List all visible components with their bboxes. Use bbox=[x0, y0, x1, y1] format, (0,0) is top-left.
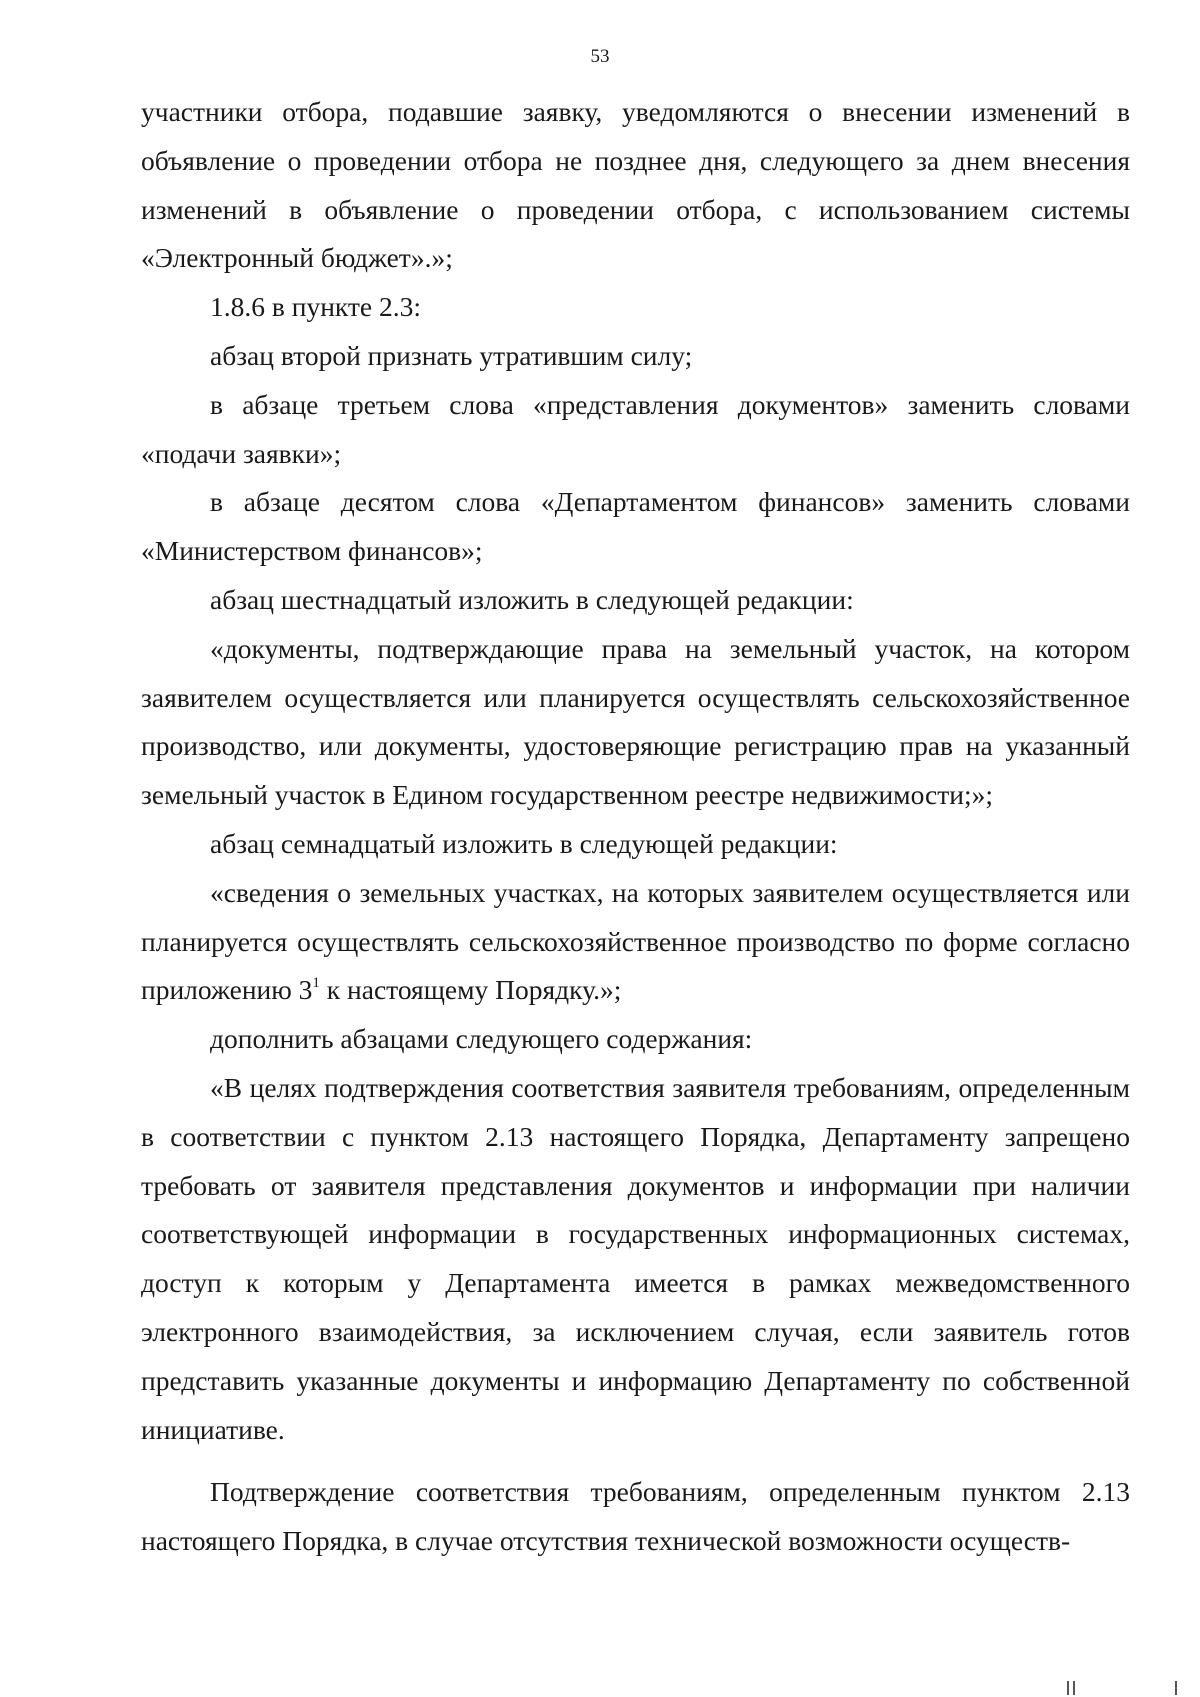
paragraph-abzac-17-text-start: «сведения о земельных участках, на которых заявителем осуществляется или планируется осуществлять сельскохозяйственное производство по форме согласно приложению 3 bbox=[141, 876, 1130, 1006]
document-body bbox=[141, 88, 1130, 1566]
paragraph-abzac-17-text bbox=[141, 869, 1130, 1015]
paragraph-continuation: участники отбора, подавшие заявку, уведомляются о внесении изменений в объявление о проведении отбора не позднее дня, следующего за днем внесения изменений в объявление о проведении отбора, с использованием системы «Электронный бюджет».»; bbox=[141, 96, 1130, 274]
paragraph-abzac-16-text: «документы, подтверждающие права на земельный участок, на котором заявителем осуществляется или планируется осуществлять сельскохозяйственное производство, или документы, удостоверяющие регистрацию прав на указанный земельный участок в Едином государственном реестре недвижимости;»; bbox=[141, 632, 1130, 811]
paragraph-abzac-17-text-end: к настоящему Порядку.»; bbox=[319, 974, 622, 1006]
paragraph-abzac-17-intro: абзац семнадцатый изложить в следующей редакции: bbox=[210, 827, 838, 859]
paragraph-add-abzacy-intro: дополнить абзацами следующего содержания: bbox=[210, 1023, 753, 1055]
paragraph-abzac-vtoroy: абзац второй признать утратившим силу; bbox=[210, 339, 693, 371]
paragraph-new-abzac-1: «В целях подтверждения соответствия заявителя требованиям, определенным в соответствии с пунктом 2.13 настоящего Порядка, Департаменту запрещено требовать от заявителя представления документов и информации при наличии соответствующей информации в государственных информационных системах, доступ к которым у Департамента имеется в рамках межведомственного электронного взаимодействия, за исключением случая, если заявитель готов представить указанные документы и информацию Департаменту по собственной инициативе. bbox=[141, 1071, 1130, 1445]
paragraph-item-1-8-6: 1.8.6 в пункте 2.3: bbox=[210, 291, 422, 323]
paragraph-abzac-desyatyy: в абзаце десятом слова «Департаментом финансов» заменить словами «Министерством финансов»; bbox=[141, 486, 1130, 567]
scan-artifact-mark bbox=[1073, 1681, 1075, 1695]
paragraph-new-abzac-2: Подтверждение соответствия требованиям, определенным пунктом 2.13 настоящего Порядка, в случае отсутствия технической возможности осуществ- bbox=[141, 1476, 1130, 1557]
page-number: 53 bbox=[590, 46, 610, 67]
paragraph-abzac-tretiy: в абзаце третьем слова «представления документов» заменить словами «подачи заявки»; bbox=[141, 388, 1130, 469]
paragraph-abzac-16-intro: абзац шестнадцатый изложить в следующей редакции: bbox=[210, 583, 854, 615]
scan-artifact-mark bbox=[1175, 1681, 1177, 1695]
scan-artifact-mark bbox=[1067, 1681, 1069, 1695]
appendix-superscript: 1 bbox=[312, 975, 320, 992]
